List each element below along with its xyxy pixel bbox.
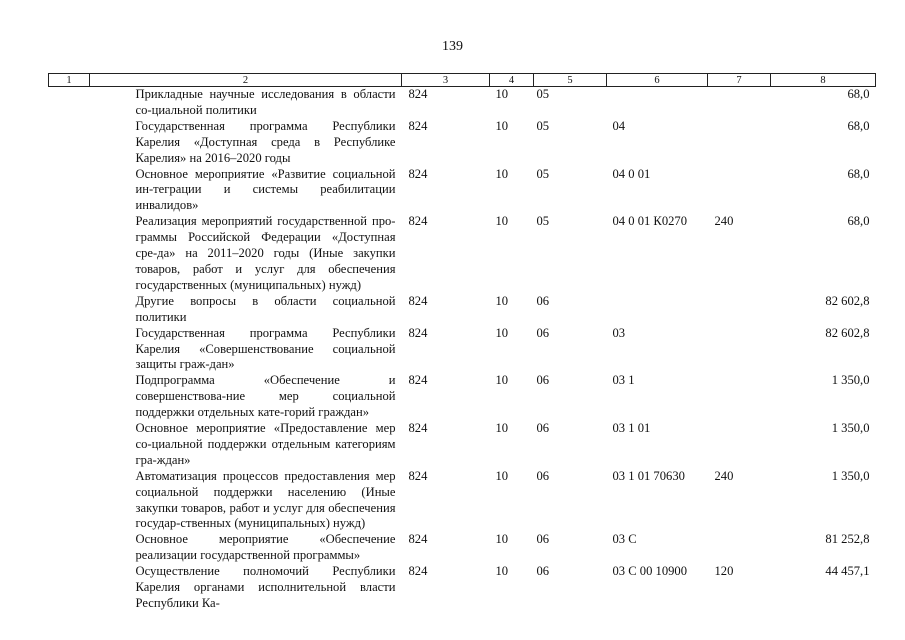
- row-expense-type-cell: 120: [714, 564, 734, 579]
- table-row: [49, 214, 876, 294]
- table-row: [49, 87, 876, 119]
- table-row: [49, 532, 876, 564]
- row-admin-code-cell: 824: [408, 166, 428, 181]
- column-number-header: 1: [49, 74, 90, 87]
- row-number-cell: [49, 167, 90, 215]
- row-section-cell: 10: [495, 118, 509, 133]
- row-sum-cell: 1 350,0: [831, 468, 870, 483]
- row-target-article-cell: [607, 87, 708, 119]
- row-sum-cell: 82 602,8: [825, 293, 870, 308]
- row-expense-type-cell: [708, 421, 771, 469]
- row-admin-code-cell: 824: [408, 468, 428, 483]
- row-expense-type-cell: 240: [714, 468, 734, 483]
- column-number-header: 2: [90, 74, 402, 87]
- row-number-cell: [49, 564, 90, 612]
- table-row: [49, 421, 876, 469]
- row-admin-code-cell: 824: [408, 118, 428, 133]
- row-number-cell: [49, 87, 90, 119]
- row-name-cell: Государственная программа Республики Карелия «Совершенствование социальной защиты граж-дан»: [135, 325, 396, 372]
- table-row: [49, 469, 876, 533]
- row-section-cell: 10: [495, 214, 509, 229]
- row-sum-cell: 1 350,0: [831, 421, 870, 436]
- row-admin-code-cell: 824: [408, 87, 428, 101]
- row-admin-code-cell: 824: [408, 293, 428, 308]
- row-expense-type-cell: [708, 326, 771, 374]
- row-section-cell: 10: [495, 532, 509, 547]
- row-name-cell: Государственная программа Республики Карелия «Доступная среда в Республике Карелия» на 2016–2020 годы: [135, 118, 396, 165]
- row-section-cell: 10: [495, 325, 509, 340]
- row-target-article-cell: [607, 294, 708, 326]
- row-expense-type-cell: [708, 373, 771, 421]
- row-target-article-cell: 03 1 01 70630: [612, 468, 685, 483]
- row-subsection-cell: 05: [536, 166, 550, 181]
- row-section-cell: 10: [495, 421, 509, 436]
- row-name-cell: Автоматизация процессов предоставления мер социальной поддержки населению (Иные закупки товаров, работ и услуг для обеспечения государ-ственных (муниципальных) нужд): [135, 468, 396, 531]
- row-sum-cell: 68,0: [847, 87, 870, 101]
- row-subsection-cell: 06: [536, 532, 550, 547]
- row-sum-cell: 68,0: [847, 214, 870, 229]
- row-number-cell: [49, 326, 90, 374]
- table-row: [49, 326, 876, 374]
- row-admin-code-cell: 824: [408, 214, 428, 229]
- row-sum-cell: 81 252,8: [825, 532, 870, 547]
- row-number-cell: [49, 373, 90, 421]
- table-row: [49, 119, 876, 167]
- row-target-article-cell: 04 0 01 К0270: [612, 214, 688, 229]
- row-expense-type-cell: [708, 167, 771, 215]
- row-subsection-cell: 05: [536, 214, 550, 229]
- row-name-cell: Подпрограмма «Обеспечение и совершенствова-ние мер социальной поддержки отдельных кате-горий граждан»: [135, 373, 396, 420]
- row-subsection-cell: 05: [536, 118, 550, 133]
- row-section-cell: 10: [495, 468, 509, 483]
- row-number-cell: [49, 214, 90, 294]
- row-admin-code-cell: 824: [408, 532, 428, 547]
- row-section-cell: 10: [495, 166, 509, 181]
- row-number-cell: [49, 294, 90, 326]
- table-row: [49, 564, 876, 612]
- row-name-cell: Реализация мероприятий государственной про-граммы Российской Федерации «Доступная сре-да» на 2011–2020 годы (Иные закупки товаров, работ и услуг для обеспечения государственных (муниципальных) нужд): [135, 214, 396, 292]
- row-name-cell: Основное мероприятие «Обеспечение реализации государственной программы»: [135, 532, 396, 563]
- column-number-header: 4: [490, 74, 534, 87]
- column-number-header-row: [49, 74, 876, 87]
- row-admin-code-cell: 824: [408, 325, 428, 340]
- row-number-cell: [49, 532, 90, 564]
- column-number-header: 5: [534, 74, 607, 87]
- row-section-cell: 10: [495, 87, 509, 101]
- row-name-cell: Осуществление полномочий Республики Карелия органами исполнительной власти Республики Ка-: [135, 564, 396, 610]
- row-name-cell: Основное мероприятие «Предоставление мер со-циальной поддержки отдельным категориям гра-ждан»: [135, 421, 396, 467]
- row-number-cell: [49, 119, 90, 167]
- column-number-header: 3: [402, 74, 490, 87]
- row-name-cell: Другие вопросы в области социальной политики: [135, 293, 396, 324]
- row-target-article-cell: 03: [612, 325, 626, 340]
- row-subsection-cell: 05: [536, 87, 550, 101]
- row-sum-cell: 82 602,8: [825, 325, 870, 340]
- row-target-article-cell: 03 1: [612, 373, 635, 388]
- row-subsection-cell: 06: [536, 373, 550, 388]
- page-number: 139: [442, 39, 463, 54]
- row-subsection-cell: 06: [536, 421, 550, 436]
- row-target-article-cell: 03 1 01: [612, 421, 651, 436]
- row-section-cell: 10: [495, 373, 509, 388]
- column-number-header: 8: [771, 74, 876, 87]
- row-sum-cell: 44 457,1: [825, 564, 870, 579]
- column-number-header: 6: [607, 74, 708, 87]
- table-row: [49, 294, 876, 326]
- row-subsection-cell: 06: [536, 293, 550, 308]
- row-expense-type-cell: [708, 294, 771, 326]
- table-row: [49, 167, 876, 215]
- row-admin-code-cell: 824: [408, 373, 428, 388]
- row-expense-type-cell: 240: [714, 214, 734, 229]
- row-expense-type-cell: [708, 532, 771, 564]
- row-section-cell: 10: [495, 293, 509, 308]
- budget-table: [48, 73, 876, 612]
- row-subsection-cell: 06: [536, 564, 550, 579]
- row-number-cell: [49, 421, 90, 469]
- row-sum-cell: 68,0: [847, 166, 870, 181]
- row-subsection-cell: 06: [536, 325, 550, 340]
- row-number-cell: [49, 469, 90, 533]
- table-row: [49, 373, 876, 421]
- row-expense-type-cell: [708, 87, 771, 119]
- row-name-cell: Прикладные научные исследования в области со-циальной политики: [135, 87, 396, 117]
- row-admin-code-cell: 824: [408, 421, 428, 436]
- column-number-header: 7: [708, 74, 771, 87]
- row-section-cell: 10: [495, 564, 509, 579]
- table-body: [49, 87, 876, 612]
- row-expense-type-cell: [708, 119, 771, 167]
- row-name-cell: Основное мероприятие «Развитие социальной ин-теграции и системы реабилитации инвалидов»: [135, 166, 396, 213]
- row-admin-code-cell: 824: [408, 564, 428, 579]
- row-target-article-cell: 03 С 00 10900: [612, 564, 688, 579]
- row-target-article-cell: 03 С: [612, 532, 637, 547]
- row-sum-cell: 1 350,0: [831, 373, 870, 388]
- row-target-article-cell: 04 0 01: [612, 166, 651, 181]
- row-subsection-cell: 06: [536, 468, 550, 483]
- row-target-article-cell: 04: [612, 118, 626, 133]
- row-sum-cell: 68,0: [847, 118, 870, 133]
